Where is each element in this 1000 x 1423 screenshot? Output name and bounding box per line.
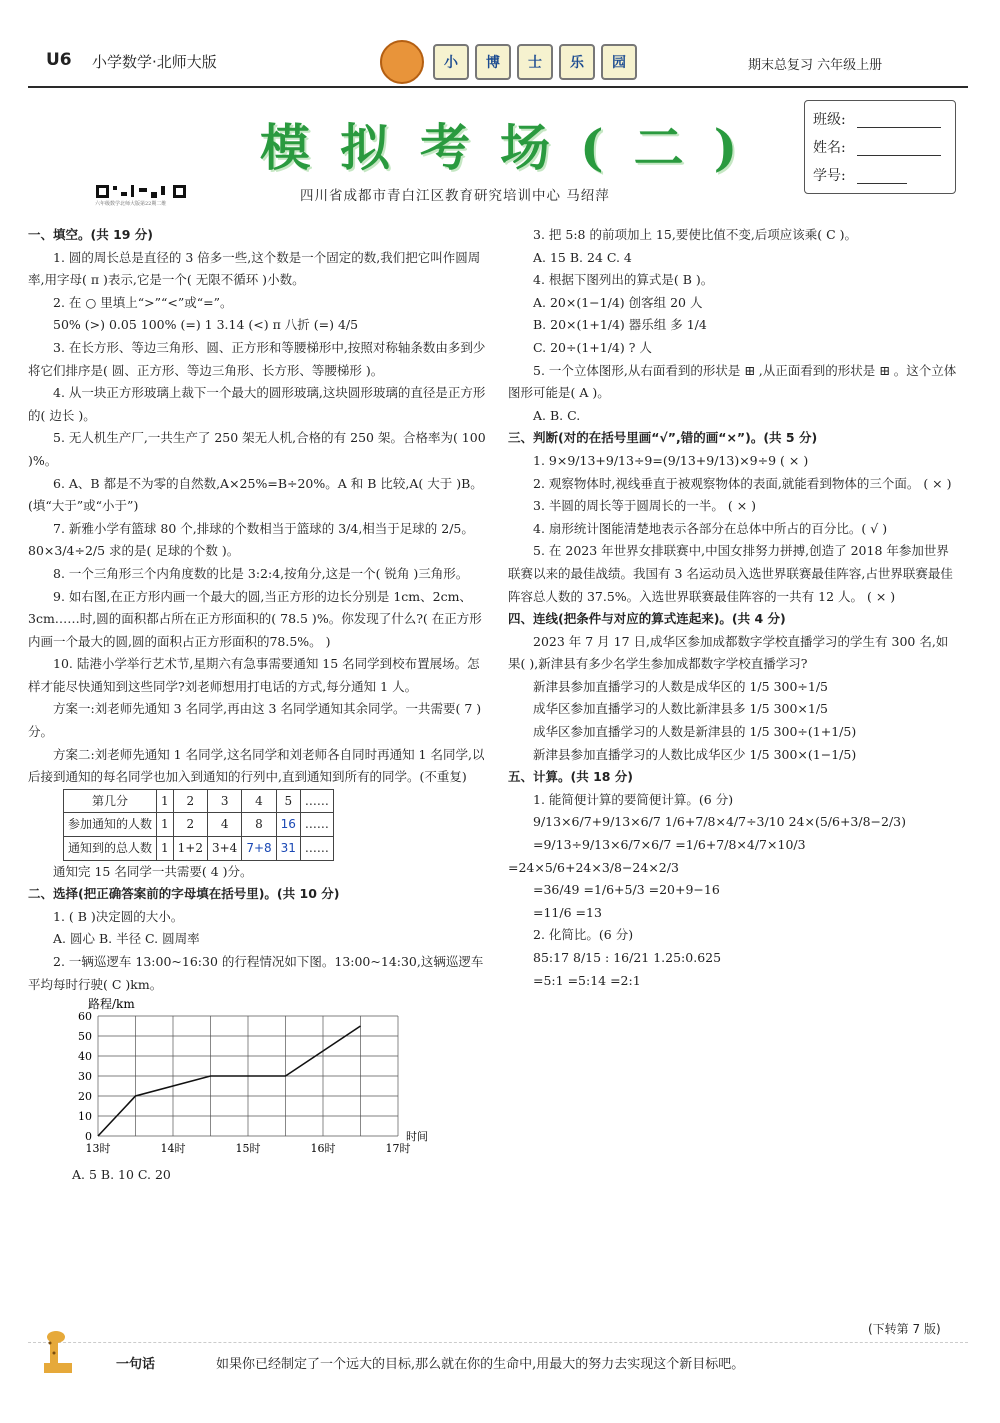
page-header (28, 40, 968, 88)
question-line: A. 20×(1−1/4) 创客组 20 人 (533, 294, 703, 310)
question-line: 6. A、B 都是不为零的自然数,A×25%=B÷20%。A 和 B 比较,A( 大于 )B。(填“大于”或“小于”) (28, 475, 483, 514)
question-line: 5. 无人机生产厂,一共生产了 250 架无人机,合格的有 250 架。合格率为( 100 )%。 (28, 430, 486, 468)
brand-tile: 士 (517, 44, 553, 80)
question-line: 5. 在 2023 年世界女排联赛中,中国女排努力拼搏,创造了 2018 年参加世界联赛以来的最佳战绩。我国有 3 名运动员入选世界联赛最佳阵容,占世界联赛最佳阵容总人数的 37.5%。入选世界联赛最佳阵容的一共有 12 人。 ( × ) (508, 543, 953, 604)
question-line: 新津县参加直播学习的人数是成华区的 1/5 300÷1/5 (533, 678, 829, 694)
question-line: A. B. C. (533, 407, 581, 423)
question-line: 9/13×6/7+9/13×6/7 1/6+7/8×4/7÷3/10 24×(5/6+3/8−2/3) (533, 814, 907, 830)
table-cell: 8 (242, 813, 276, 837)
class-field[interactable] (857, 127, 941, 128)
table-cell: 1+2 (173, 837, 207, 861)
question-line: 3. 半圆的周长等于圆周长的一半。 ( × ) (533, 498, 757, 514)
distance-time-chart (28, 996, 428, 1156)
y-tick-label: 40 (78, 1050, 92, 1064)
y-tick-label: 60 (78, 1010, 92, 1024)
table-cell: 31 (276, 837, 300, 861)
class-label: 班级: (813, 112, 846, 128)
question-line: 成华区参加直播学习的人数是新津县的 1/5 300÷(1+1/5) (533, 724, 857, 740)
page-title: 模拟考场(二) (260, 118, 768, 177)
page-code: U6 (46, 50, 72, 70)
y-tick-label: 30 (78, 1070, 92, 1084)
x-tick-label: 17时 (385, 1142, 411, 1156)
lion-mascot-icon (380, 40, 424, 84)
question-line: =9/13÷9/13×6/7×6/7 =1/6+7/8×4/7×10/3 =24×5/6+24×3/8−24×2/3 (508, 837, 806, 875)
question-line: 85:17 8/15 : 16/21 1.25:0.625 (533, 950, 722, 965)
question-line: 7. 新雅小学有篮球 80 个,排球的个数相当于篮球的 3/4,相当于足球的 2/5。80×3/4÷2/5 求的是( 足球的个数 )。 (28, 520, 474, 559)
question-line: =36/49 =1/6+5/3 =20+9−16 (533, 882, 720, 898)
table-cell: 1 (157, 837, 174, 861)
x-tick-label: 16时 (310, 1142, 336, 1156)
question-line: 成华区参加直播学习的人数比新津县多 1/5 300×1/5 (533, 701, 829, 717)
question-line: 8. 一个三角形三个内角度数的比是 3:2:4,按角分,这是一个( 锐角 )三角形。 (53, 565, 469, 581)
question-line: 1. 能简便计算的要简便计算。(6 分) (533, 791, 734, 807)
y-tick-label: 0 (85, 1130, 92, 1144)
header-right-label: 期末总复习 六年级上册 (748, 58, 883, 73)
footer-motto: 如果你已经制定了一个远大的目标,那么就在你的生命中,用最大的努力去实现这个新目标吧。 (216, 1357, 745, 1372)
question-line: C. 20÷(1+1/4) ? 人 (533, 339, 652, 355)
qr-code-icon (95, 184, 187, 200)
y-tick-label: 20 (78, 1090, 92, 1104)
author-byline: 四川省成都市青白江区教育研究培训中心 马绍萍 (300, 188, 610, 204)
question-line: 50% (>) 0.05 100% (=) 1 3.14 (<) π 八折 (=) 4/5 (53, 317, 359, 333)
question-line: 方案二:刘老师先通知 1 名同学,这名同学和刘老师各自同时再通知 1 名同学,以后接到通知的每名同学也加入到通知的行列中,直到通知到所有的同学。(不重复) (28, 746, 485, 785)
x-axis-label: 时间 (406, 1130, 428, 1144)
left-column (28, 224, 486, 1186)
section-heading: 一、填空。(共 19 分) (28, 227, 154, 242)
question-line: =11/6 =13 (533, 904, 602, 920)
question-line: 3. 在长方形、等边三角形、圆、正方形和等腰梯形中,按照对称轴条数由多到少将它们排序是( 圆、正方形、等边三角形、长方形、等腰梯形 )。 (28, 339, 486, 378)
page-footer (28, 1342, 968, 1381)
question-line: 通知完 15 名同学一共需要( 4 )分。 (53, 863, 253, 879)
table-cell: 参加通知的人数 (64, 813, 157, 837)
section-heading: 五、计算。(共 18 分) (508, 769, 634, 785)
name-field[interactable] (857, 155, 941, 156)
brand-tile: 园 (601, 44, 637, 80)
y-tick-label: 50 (78, 1030, 92, 1044)
right-column (508, 224, 960, 992)
question-line: B. 20×(1+1/4) 器乐组 多 1/4 (533, 317, 707, 333)
table-cell: 4 (207, 813, 241, 837)
question-line: 1. 圆的周长总是直径的 3 倍多一些,这个数是一个固定的数,我们把它叫作圆周率,用字母( π )表示,它是一个( 无限不循环 )小数。 (28, 249, 481, 288)
table-cell: 7+8 (242, 837, 276, 861)
question-line: 4. 从一块正方形玻璃上裁下一个最大的圆形玻璃,这块圆形玻璃的直径是正方形的( 边长 )。 (28, 385, 486, 423)
y-tick-label: 10 (78, 1110, 92, 1124)
x-tick-label: 15时 (235, 1142, 261, 1156)
question-line: 1. ( B )决定圆的大小。 (53, 908, 184, 924)
id-field[interactable] (857, 183, 907, 184)
giraffe-icon (28, 1329, 88, 1379)
question-line: 3. 把 5:8 的前项加上 15,要使比值不变,后项应该乘( C )。 (533, 227, 858, 242)
question-line: =5:1 =5:14 =2:1 (533, 972, 641, 988)
question-line: 2023 年 7 月 17 日,成华区参加成都数字学校直播学习的学生有 300 名,如果( ),新津县有多少名学生参加成都数字学校直播学习? (508, 633, 949, 672)
question-line: 10. 陆港小学举行艺术节,星期六有急事需要通知 15 名同学到校布置展场。怎样才能尽快通知到这些同学?刘老师想用打电话的方式,每分通知 1 人。 (28, 656, 480, 694)
table-cell: 1 (157, 813, 174, 837)
table-cell: 3 (207, 789, 241, 813)
qr-caption: 六年级数学北师大版第22期二维 (95, 201, 167, 207)
student-info-box (804, 100, 956, 194)
question-line: 4. 扇形统计图能清楚地表示各部分在总体中所占的百分比。( √ ) (533, 520, 888, 536)
turn-page-note: (下转第 7 版) (868, 1322, 941, 1336)
section-heading: 四、连线(把条件与对应的算式连起来)。(共 4 分) (508, 611, 786, 627)
x-tick-label: 14时 (160, 1142, 186, 1156)
y-axis-label: 路程/km (88, 997, 135, 1012)
question-line: 方案一:刘老师先通知 3 名同学,再由这 3 名同学通知其余同学。一共需要( 7 )分。 (28, 701, 482, 740)
question-line: A. 圆心 B. 半径 C. 圆周率 (53, 931, 200, 947)
x-tick-label: 13时 (85, 1142, 111, 1156)
question-line: 新津县参加直播学习的人数比成华区少 1/5 300×(1−1/5) (533, 746, 857, 762)
distance-series-line (98, 1026, 361, 1136)
question-line: 9. 如右图,在正方形内画一个最大的圆,当正方形的边长分别是 1cm、2cm、3cm……时,圆的面积都占所在正方形面积的( 78.5 )%。你发现了什么?( 在正方形内画一个最大的圆,圆的面积占正方形面积的78.5%。 ) (28, 588, 482, 649)
question-line: 5. 一个立体图形,从右面看到的形状是 ⊞ ,从正面看到的形状是 ⊞ 。这个立体图形可能是( A )。 (508, 362, 957, 401)
table-cell: 通知到的总人数 (64, 837, 157, 861)
name-label: 姓名: (813, 140, 846, 156)
question-line: 4. 根据下图列出的算式是( B )。 (533, 272, 714, 288)
table-cell: 4 (242, 789, 276, 813)
footer-label: 一句话 (116, 1357, 156, 1372)
options-q2: A. 5 B. 10 C. 20 (72, 1166, 171, 1182)
table-cell: …… (300, 789, 333, 813)
section-heading: 二、选择(把正确答案前的字母填在括号里)。(共 10 分) (28, 886, 340, 902)
table-cell: 2 (173, 813, 207, 837)
question-line: 2. 在 ○ 里填上“>”“<”或“=”。 (53, 294, 233, 310)
id-label: 学号: (813, 168, 846, 184)
question-line: 2. 化简比。(6 分) (533, 927, 634, 943)
section-heading: 三、判断(对的在括号里画“√”,错的画“×”)。(共 5 分) (508, 430, 818, 446)
notification-table (63, 789, 334, 861)
brand-tile: 博 (475, 44, 511, 80)
question-line: 2. 一辆巡逻车 13:00~16:30 的行程情况如下图。13:00~14:30,这辆巡逻车平均每时行驶( C )km。 (28, 954, 484, 992)
table-cell: 2 (173, 789, 207, 813)
question-line: 1. 9×9/13+9/13÷9=(9/13+9/13)×9÷9 ( × ) (533, 452, 809, 468)
question-line: 2. 观察物体时,视线垂直于被观察物体的表面,就能看到物体的三个面。 ( × ) (533, 475, 952, 491)
table-cell: …… (300, 837, 333, 861)
question-line: A. 15 B. 24 C. 4 (533, 249, 632, 265)
table-cell: …… (300, 813, 333, 837)
brand-tile: 乐 (559, 44, 595, 80)
table-cell: 5 (276, 789, 300, 813)
table-cell: 3+4 (207, 837, 241, 861)
brand-tiles (433, 44, 637, 80)
subject-label: 小学数学·北师大版 (92, 53, 217, 71)
table-cell: 16 (276, 813, 300, 837)
table-cell: 1 (157, 789, 174, 813)
brand-tile: 小 (433, 44, 469, 80)
table-cell: 第几分 (64, 789, 157, 813)
